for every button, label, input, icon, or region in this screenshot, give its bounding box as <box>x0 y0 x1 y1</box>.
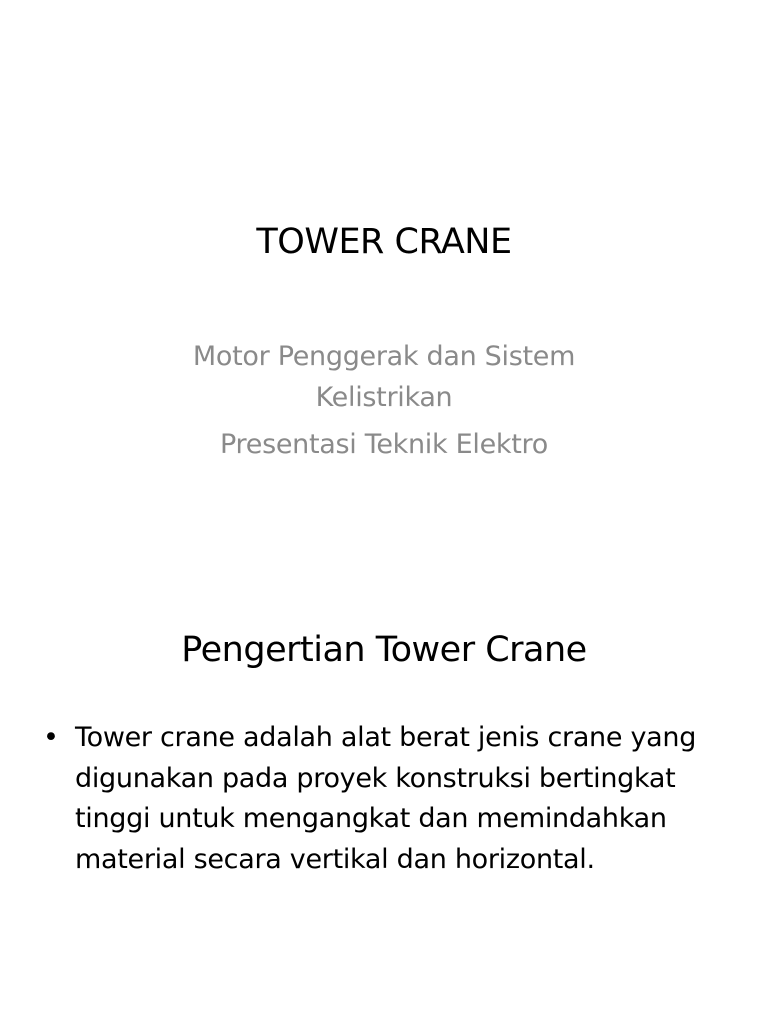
subtitle-line-1: Motor Penggerak dan Sistem Kelistrikan <box>192 341 576 413</box>
slide-title: TOWER CRANE <box>256 222 512 262</box>
bullet-text: Tower crane adalah alat berat jenis crane yang digunakan pada proyek konstruksi bertingkat tinggi untuk mengangkat dan memindahkan material secara vertikal dan horizontal. <box>75 722 697 875</box>
slide-subtitle <box>150 336 618 465</box>
bullet-icon: • <box>43 722 59 753</box>
content-slide <box>0 512 768 1024</box>
bullet-item <box>40 718 730 880</box>
slide-heading: Pengertian Tower Crane <box>181 630 587 670</box>
bullet-list <box>40 718 730 880</box>
subtitle-line-2: Presentasi Teknik Elektro <box>220 429 548 460</box>
